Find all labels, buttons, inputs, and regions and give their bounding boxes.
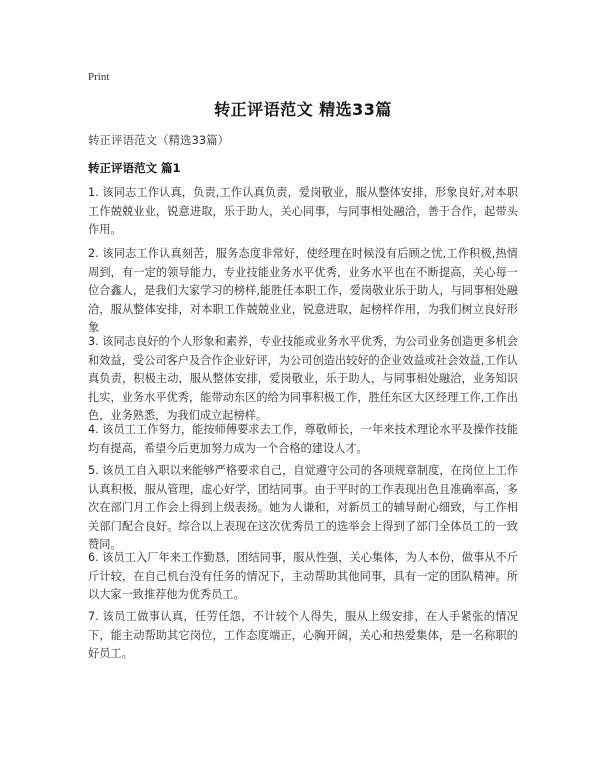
paragraph-3: 3. 该同志良好的个人形象和素养，专业技能或业务水平优秀，为公司业务创造更多机会和效益，受公司客户及合作企业好评，为公司创造出较好的企业效益或社会效益,工作认真负责，积极主动，服从整体安排，爱岗敬业，乐于助人，与同事相处融洽，业务知识扎实，业务水平优秀，能带动东区的给为同事积极工作，胜任东区大区经理工作,工作出色，业务熟悉，为我们成立起榜样。 xyxy=(88,335,518,422)
document-subtitle: 转正评语范文（精选33篇） xyxy=(88,133,230,147)
paragraph-4: 4. 该员工工作努力，能按师傅要求去工作，尊敬师长，一年来技术理论水平及操作技能均有提高，希望今后更加努力成为一个合格的建设人才。 xyxy=(88,423,518,455)
paragraph-2: 2. 该同志工作认真刻苦，服务态度非常好，使经理在时候没有后顾之忧,工作积极,热情周到，有一定的领导能力，专业技能业务水平优秀，业务水平也在不断提高，关心每一位合鑫人，是我们大家学习的榜样,能胜任本职工作，爱岗敬业乐于助人，与同事相处融洽，服从整体安排，对本职工作兢兢业业，锐意进取，起榜样作用，为我们树立良好形象 xyxy=(88,247,518,334)
paragraph-6: 6. 该员工入厂年来工作勤恳，团结同事，服从性强，关心集体，为人本份，做事从不斤斤计较，在自己机台没有任务的情况下，主动帮助其他同事，具有一定的团队精神。所以大家一致推荐他为优秀员工。 xyxy=(88,551,518,601)
section-heading: 转正评语范文 篇1 xyxy=(88,161,181,175)
print-label[interactable]: Print xyxy=(88,71,110,83)
paragraph-7: 7. 该员工做事认真，任劳任怨，不计较个人得失，服从上级安排，在人手紧张的情况下，能主动帮助其它岗位，工作态度端正，心胸开阔，关心和热爱集体，是一名称职的好员工。 xyxy=(88,610,518,660)
paragraph-5: 5. 该员工自入职以来能够严格要求自己，自觉遵守公司的各项规章制度，在岗位上工作认真积极，服从管理，虚心好学，团结同事。由于平时的工作表现出色且准确率高，多次在部门月工作会上得到上级表扬。她为人谦和，对新员工的辅导耐心细致，与工作相关部门配合良好。综合以上表现在这次优秀员工的选举会上得到了部门全体员工的一致赞同。 xyxy=(88,464,518,551)
page-title: 转正评语范文 精选33篇 xyxy=(214,100,392,119)
paragraph-1: 1. 该同志工作认真，负责,工作认真负责，爱岗敬业，服从整体安排，形象良好,对本职工作兢兢业业，锐意进取，乐于助人，关心同事，与同事相处融洽，善于合作，起带头作用。 xyxy=(88,186,518,236)
